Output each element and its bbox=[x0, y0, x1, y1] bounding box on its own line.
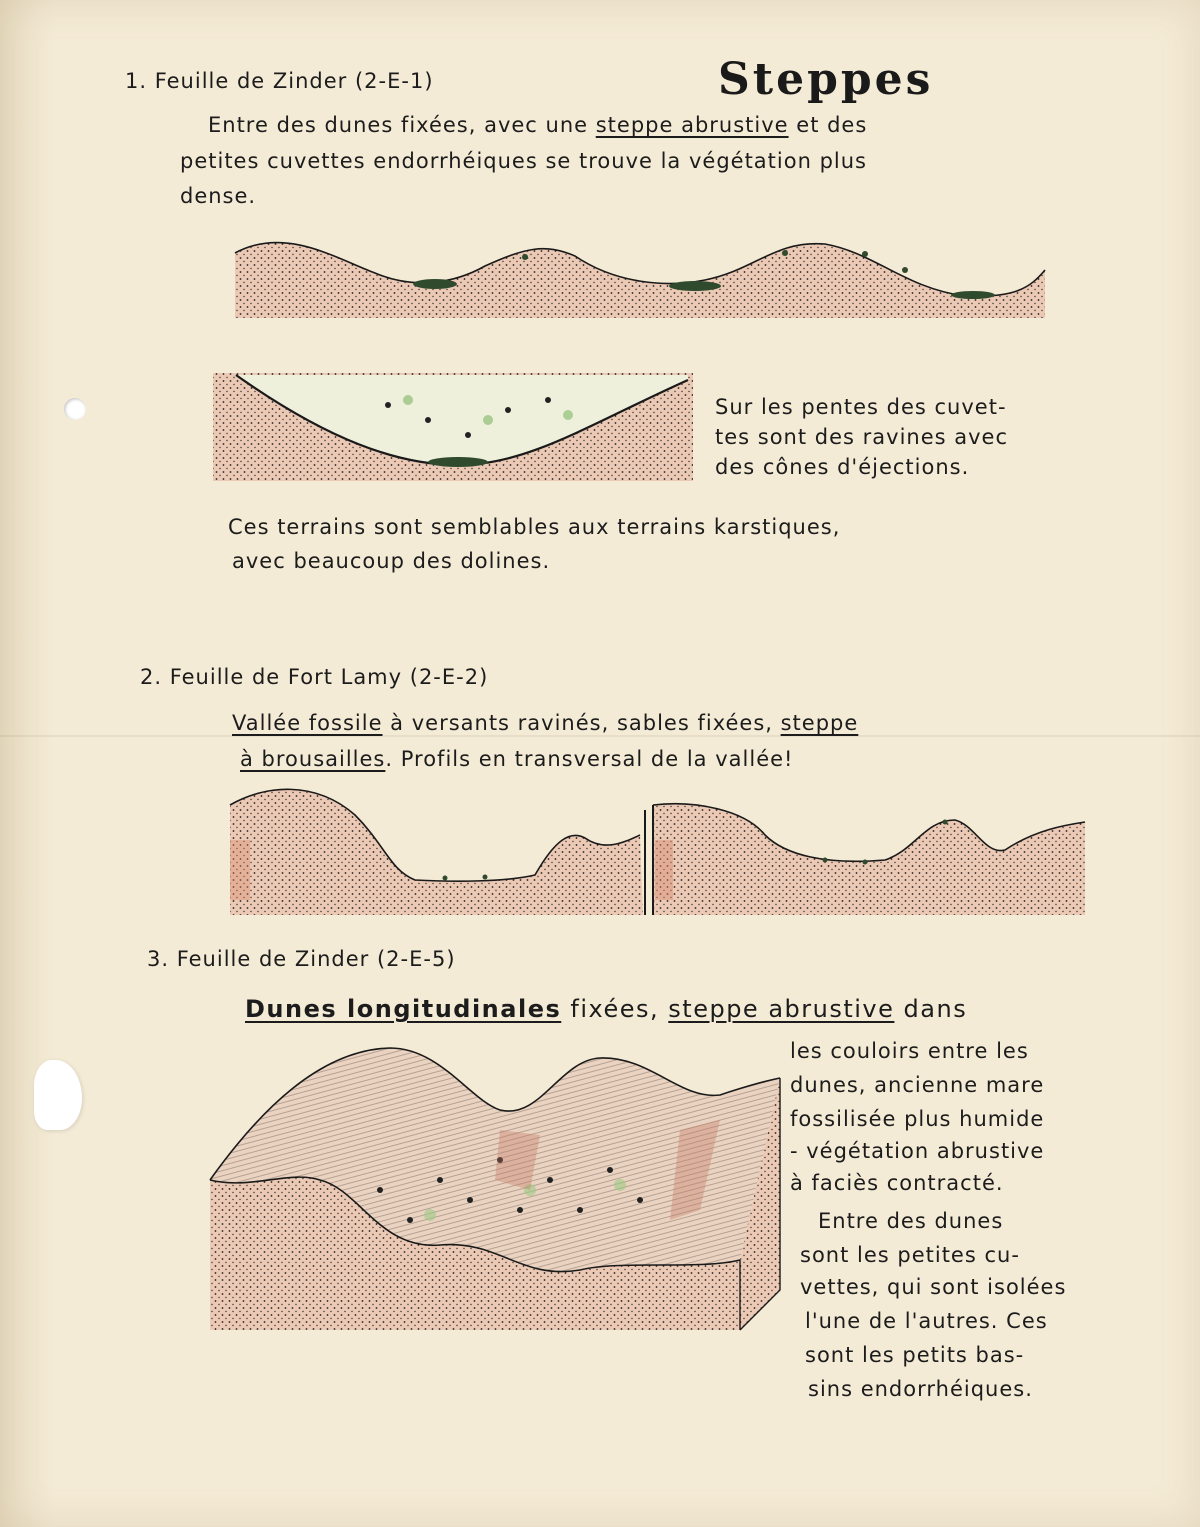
dune-profile-sketch bbox=[225, 228, 1060, 323]
section-3-text-end: dans bbox=[894, 995, 968, 1023]
section-1-side-note-line-1: Sur les pentes des cuvet- bbox=[715, 395, 1007, 419]
longitudinal-dunes-block-sketch bbox=[200, 1040, 790, 1340]
section-3-side-note2-line-5: sont les petits bas- bbox=[805, 1343, 1025, 1367]
punch-hole bbox=[64, 398, 86, 420]
underlined-term-brousailles: à brousailles bbox=[240, 747, 386, 771]
section-2-line-2 bbox=[240, 744, 793, 774]
section-2-heading: 2. Feuille de Fort Lamy (2-E-2) bbox=[140, 665, 489, 689]
paper-tear bbox=[34, 1060, 82, 1130]
section-3-text: fixées, bbox=[561, 995, 669, 1023]
section-3-side-note-line-4: - végétation abrustive bbox=[790, 1139, 1045, 1163]
underlined-term-vallee: Vallée fossile bbox=[232, 711, 383, 735]
underlined-term-dunes: Dunes longitudinales bbox=[245, 995, 562, 1023]
cuvette-ravine-sketch bbox=[208, 365, 698, 485]
section-3-line-1 bbox=[245, 994, 967, 1024]
section-2-text: à versants ravinés, sables fixées, bbox=[382, 711, 781, 735]
section-3-side-note2-line-3: vettes, qui sont isolées bbox=[800, 1275, 1067, 1299]
section-1-side-note-line-3: des cônes d'éjections. bbox=[715, 455, 970, 479]
section-3-side-note-line-3: fossilisée plus humide bbox=[790, 1107, 1045, 1131]
underlined-term-steppe: steppe bbox=[780, 711, 859, 735]
valley-profile-sketch bbox=[225, 780, 1095, 920]
section-3-side-note-line-1: les couloirs entre les bbox=[790, 1039, 1029, 1063]
section-3-side-note2-line-2: sont les petites cu- bbox=[800, 1243, 1020, 1267]
intro-text: Entre des dunes fixées, avec une bbox=[208, 113, 596, 137]
section-2-text-end: . Profils en transversal de la vallée! bbox=[385, 747, 794, 771]
section-3-side-note2-line-1: Entre des dunes bbox=[818, 1209, 1004, 1233]
section-1-karst-note-line-1: Ces terrains sont semblables aux terrains karstiques, bbox=[228, 515, 841, 539]
underlined-term-steppe-abrustive: steppe abrustive bbox=[668, 995, 895, 1023]
section-1-side-note-line-2: tes sont des ravines avec bbox=[715, 425, 1009, 449]
intro-underlined-term: steppe abrustive bbox=[595, 113, 789, 137]
section-1-intro-line-2: petites cuvettes endorrhéiques se trouve la végétation plus bbox=[180, 149, 867, 173]
section-2-line-1 bbox=[232, 708, 858, 738]
section-3-side-note-line-2: dunes, ancienne mare bbox=[790, 1073, 1045, 1097]
section-3-side-note2-line-4: l'une de l'autres. Ces bbox=[805, 1309, 1048, 1333]
section-3-side-note2-line-6: sins endorrhéiques. bbox=[808, 1377, 1033, 1401]
page-title: Steppes bbox=[718, 54, 934, 105]
section-3-heading: 3. Feuille de Zinder (2-E-5) bbox=[147, 947, 456, 971]
section-1-intro-line-3: dense. bbox=[180, 184, 257, 208]
section-1-heading: 1. Feuille de Zinder (2-E-1) bbox=[125, 69, 434, 93]
section-1-karst-note-line-2: avec beaucoup des dolines. bbox=[232, 549, 551, 573]
page-edge-shadow bbox=[0, 0, 55, 1527]
section-1-intro-line-1 bbox=[208, 110, 867, 140]
section-3-side-note-line-5: à faciès contracté. bbox=[790, 1171, 1004, 1195]
intro-text-end: et des bbox=[788, 113, 868, 137]
